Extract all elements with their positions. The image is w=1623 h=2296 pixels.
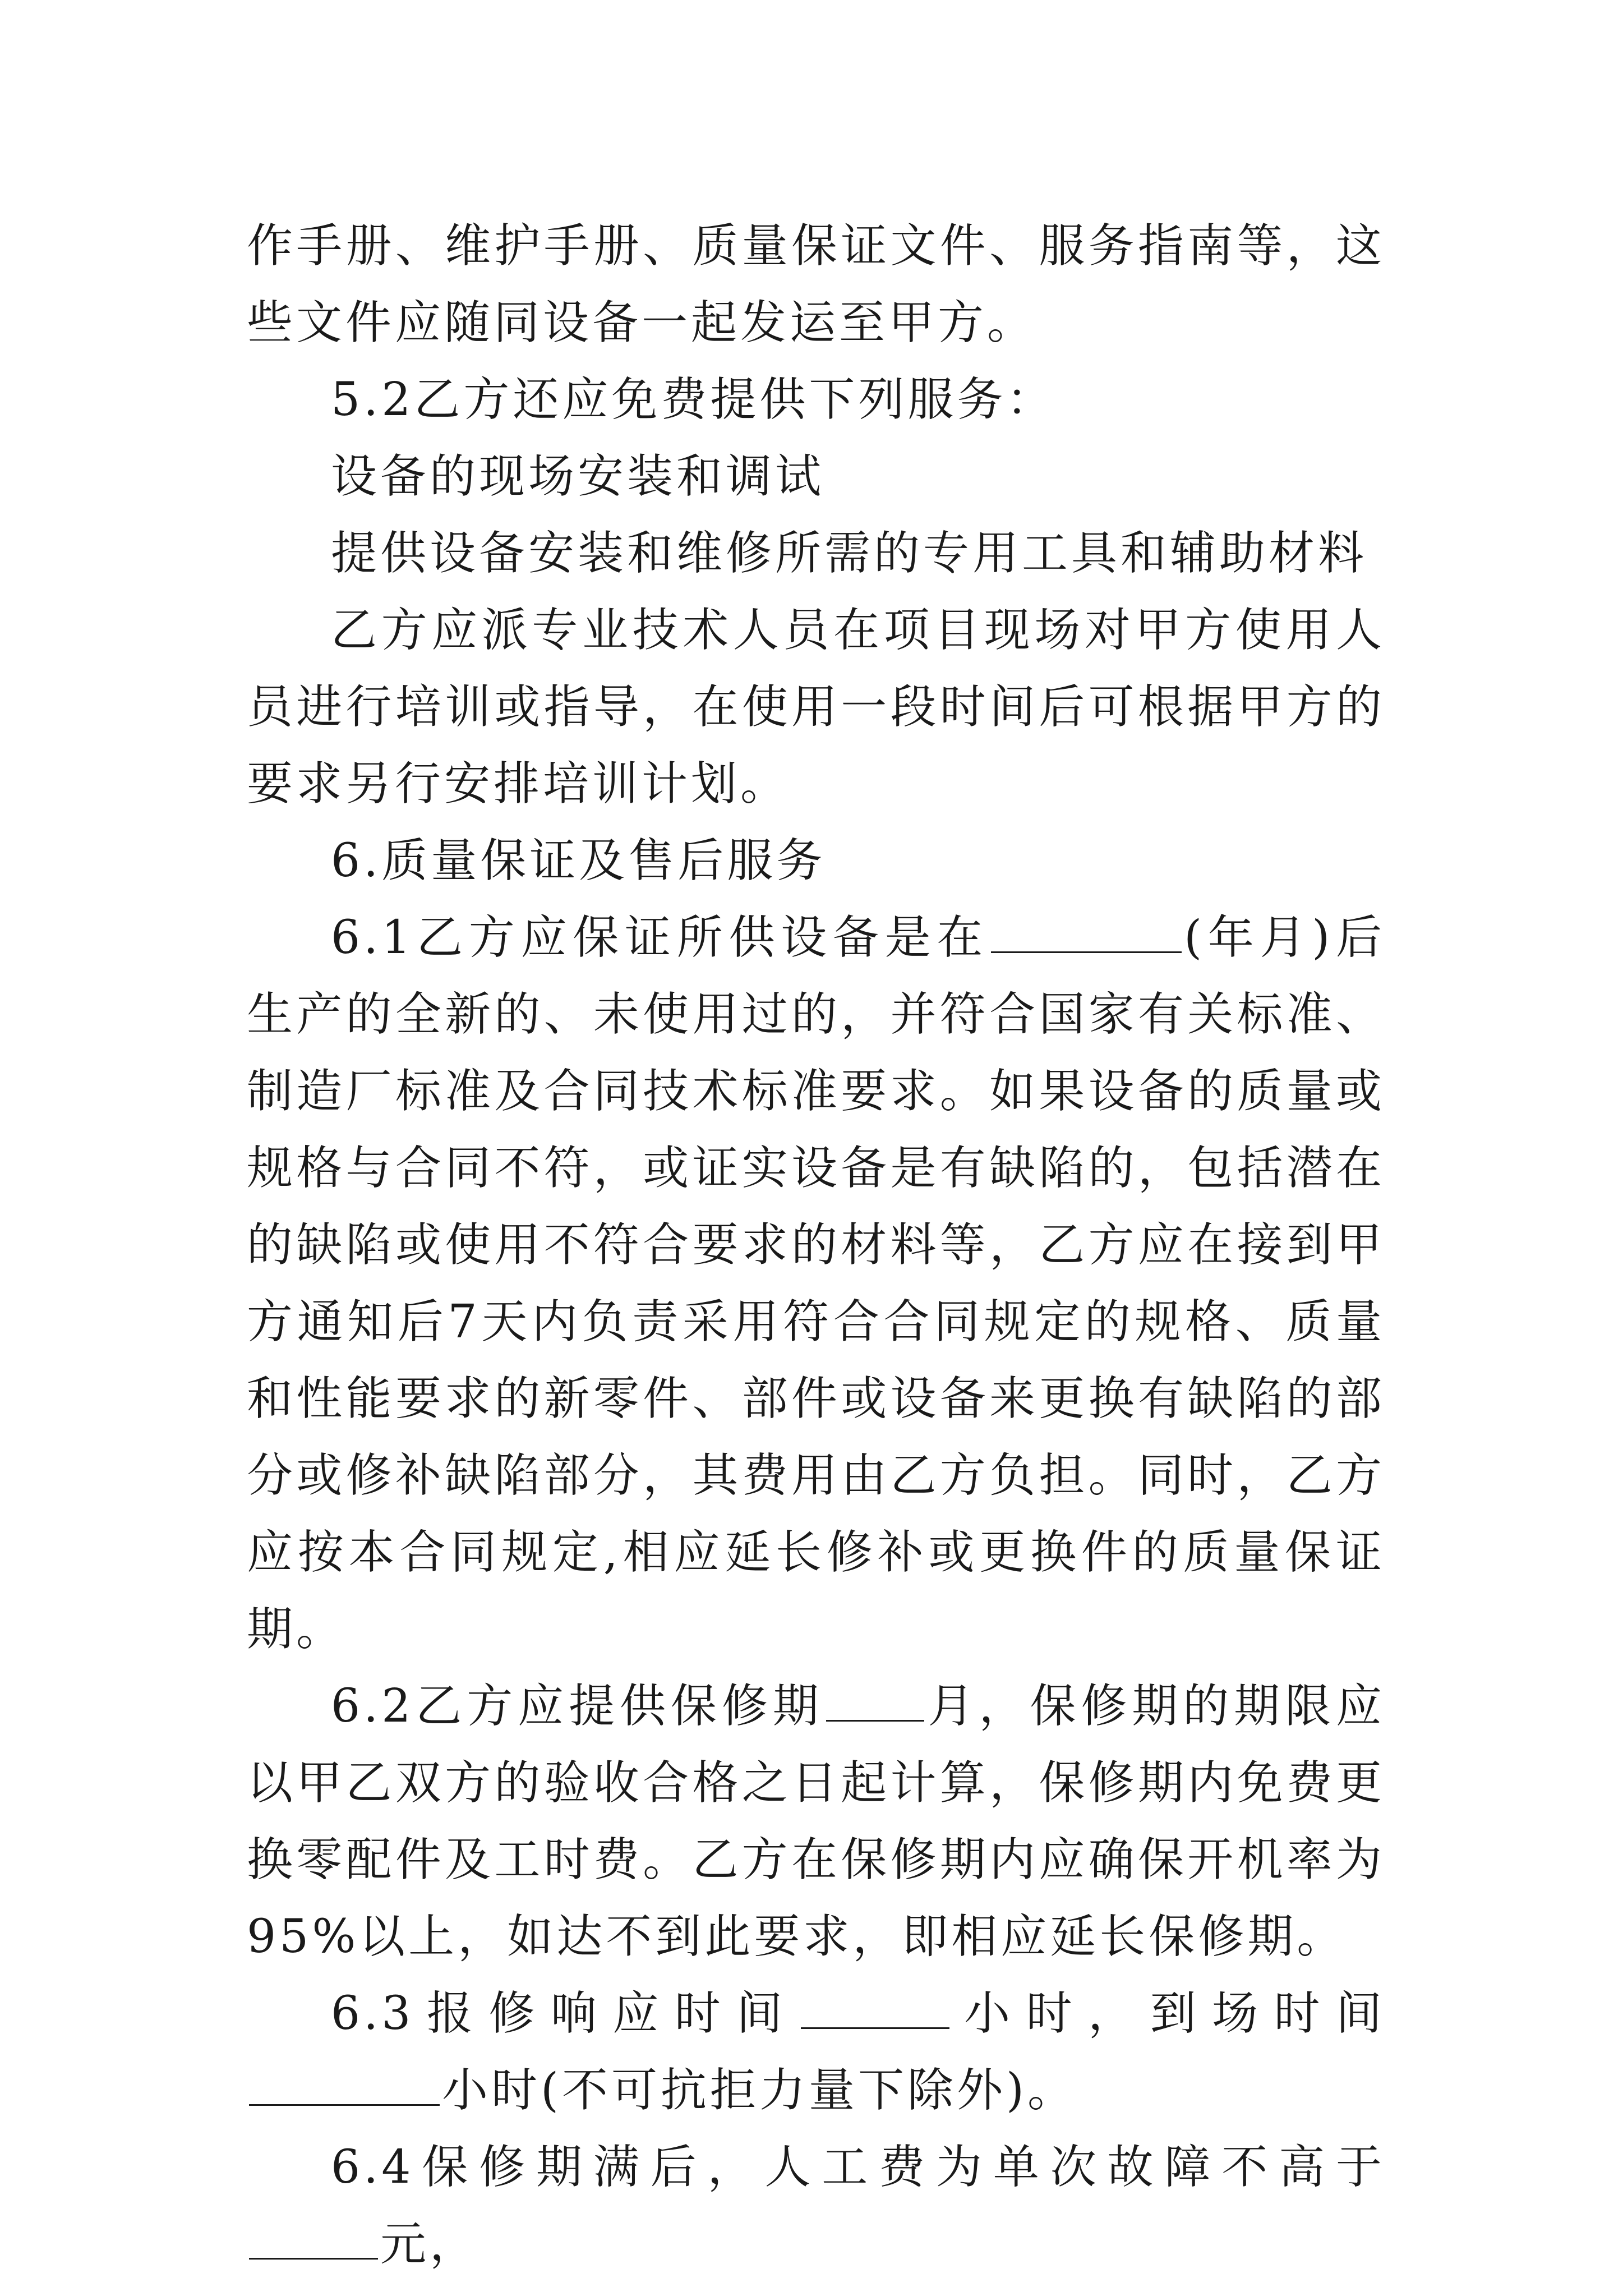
clause-6-4 <box>247 2129 1385 2283</box>
clause-5-2 <box>247 361 1385 438</box>
clause-6-2-suffix: 月，保修期的期限应以甲乙双方的验收合格之日起计算，保修期内免费更换零配件及工时费。乙方在保修期内应确保开机率为95%以上，如达不到此要求，即相应延长保修期。 <box>247 1680 1385 1963</box>
clause-6-3-middle: 小时，到场时间 <box>951 1987 1385 2040</box>
section-heading-6 <box>247 822 1385 899</box>
paragraph-manuals <box>247 208 1385 361</box>
paragraph-training <box>247 592 1385 822</box>
clause-6-3 <box>247 1975 1385 2129</box>
clause-6-1 <box>247 899 1385 1668</box>
clause-6-4-suffix: 元， <box>380 2217 479 2271</box>
document-body <box>247 208 1385 2283</box>
blank-warranty-months[interactable] <box>826 1675 924 1722</box>
service-item-installation <box>247 438 1385 515</box>
section-heading-6-text: 6.质量保证及售后服务 <box>331 834 826 887</box>
clause-6-1-suffix: (年月)后生产的全新的、未使用过的，并符合国家有关标准、制造厂标准及合同技术标准要求。如果设备的质量或规格与合同不符，或证实设备是有缺陷的，包括潜在的缺陷或使用不符合要求的材料等，乙方应在接到甲方通知后7天内负责采用符合合同规定的规格、质量和性能要求的新零件、部件或设备来更换有缺陷的部分或修补缺陷部分，其费用由乙方负担。同时，乙方应按本合同规定,相应延长修补或更换件的质量保证期。 <box>247 911 1385 1656</box>
clause-6-1-prefix: 6.1乙方应保证所供设备是在 <box>331 911 989 964</box>
blank-arrival-hours[interactable] <box>249 2059 440 2106</box>
service-item-tools-text: 提供设备安装和维修所需的专用工具和辅助材料 <box>331 527 1368 580</box>
clause-6-2 <box>247 1668 1385 1975</box>
paragraph-manuals-text: 作手册、维护手册、质量保证文件、服务指南等，这些文件应随同设备一起发运至甲方。 <box>247 219 1385 349</box>
blank-response-hours[interactable] <box>801 1982 949 2029</box>
clause-6-2-prefix: 6.2乙方应提供保修期 <box>331 1680 824 1733</box>
clause-5-2-text: 5.2乙方还应免费提供下列服务： <box>331 373 1056 426</box>
clause-6-3-prefix: 6.3报修响应时间 <box>331 1987 799 2040</box>
service-item-tools <box>247 515 1385 592</box>
blank-production-date[interactable] <box>991 907 1182 953</box>
blank-labor-fee[interactable] <box>249 2213 378 2260</box>
clause-6-4-prefix: 6.4保修期满后，人工费为单次故障不高于 <box>331 2141 1385 2194</box>
clause-6-3-suffix: 小时(不可抗拒力量下除外)。 <box>442 2064 1077 2117</box>
service-item-installation-text: 设备的现场安装和调试 <box>331 450 825 503</box>
paragraph-training-text: 乙方应派专业技术人员在项目现场对甲方使用人员进行培训或指导，在使用一段时间后可根据甲方的要求另行安排培训计划。 <box>247 604 1385 811</box>
